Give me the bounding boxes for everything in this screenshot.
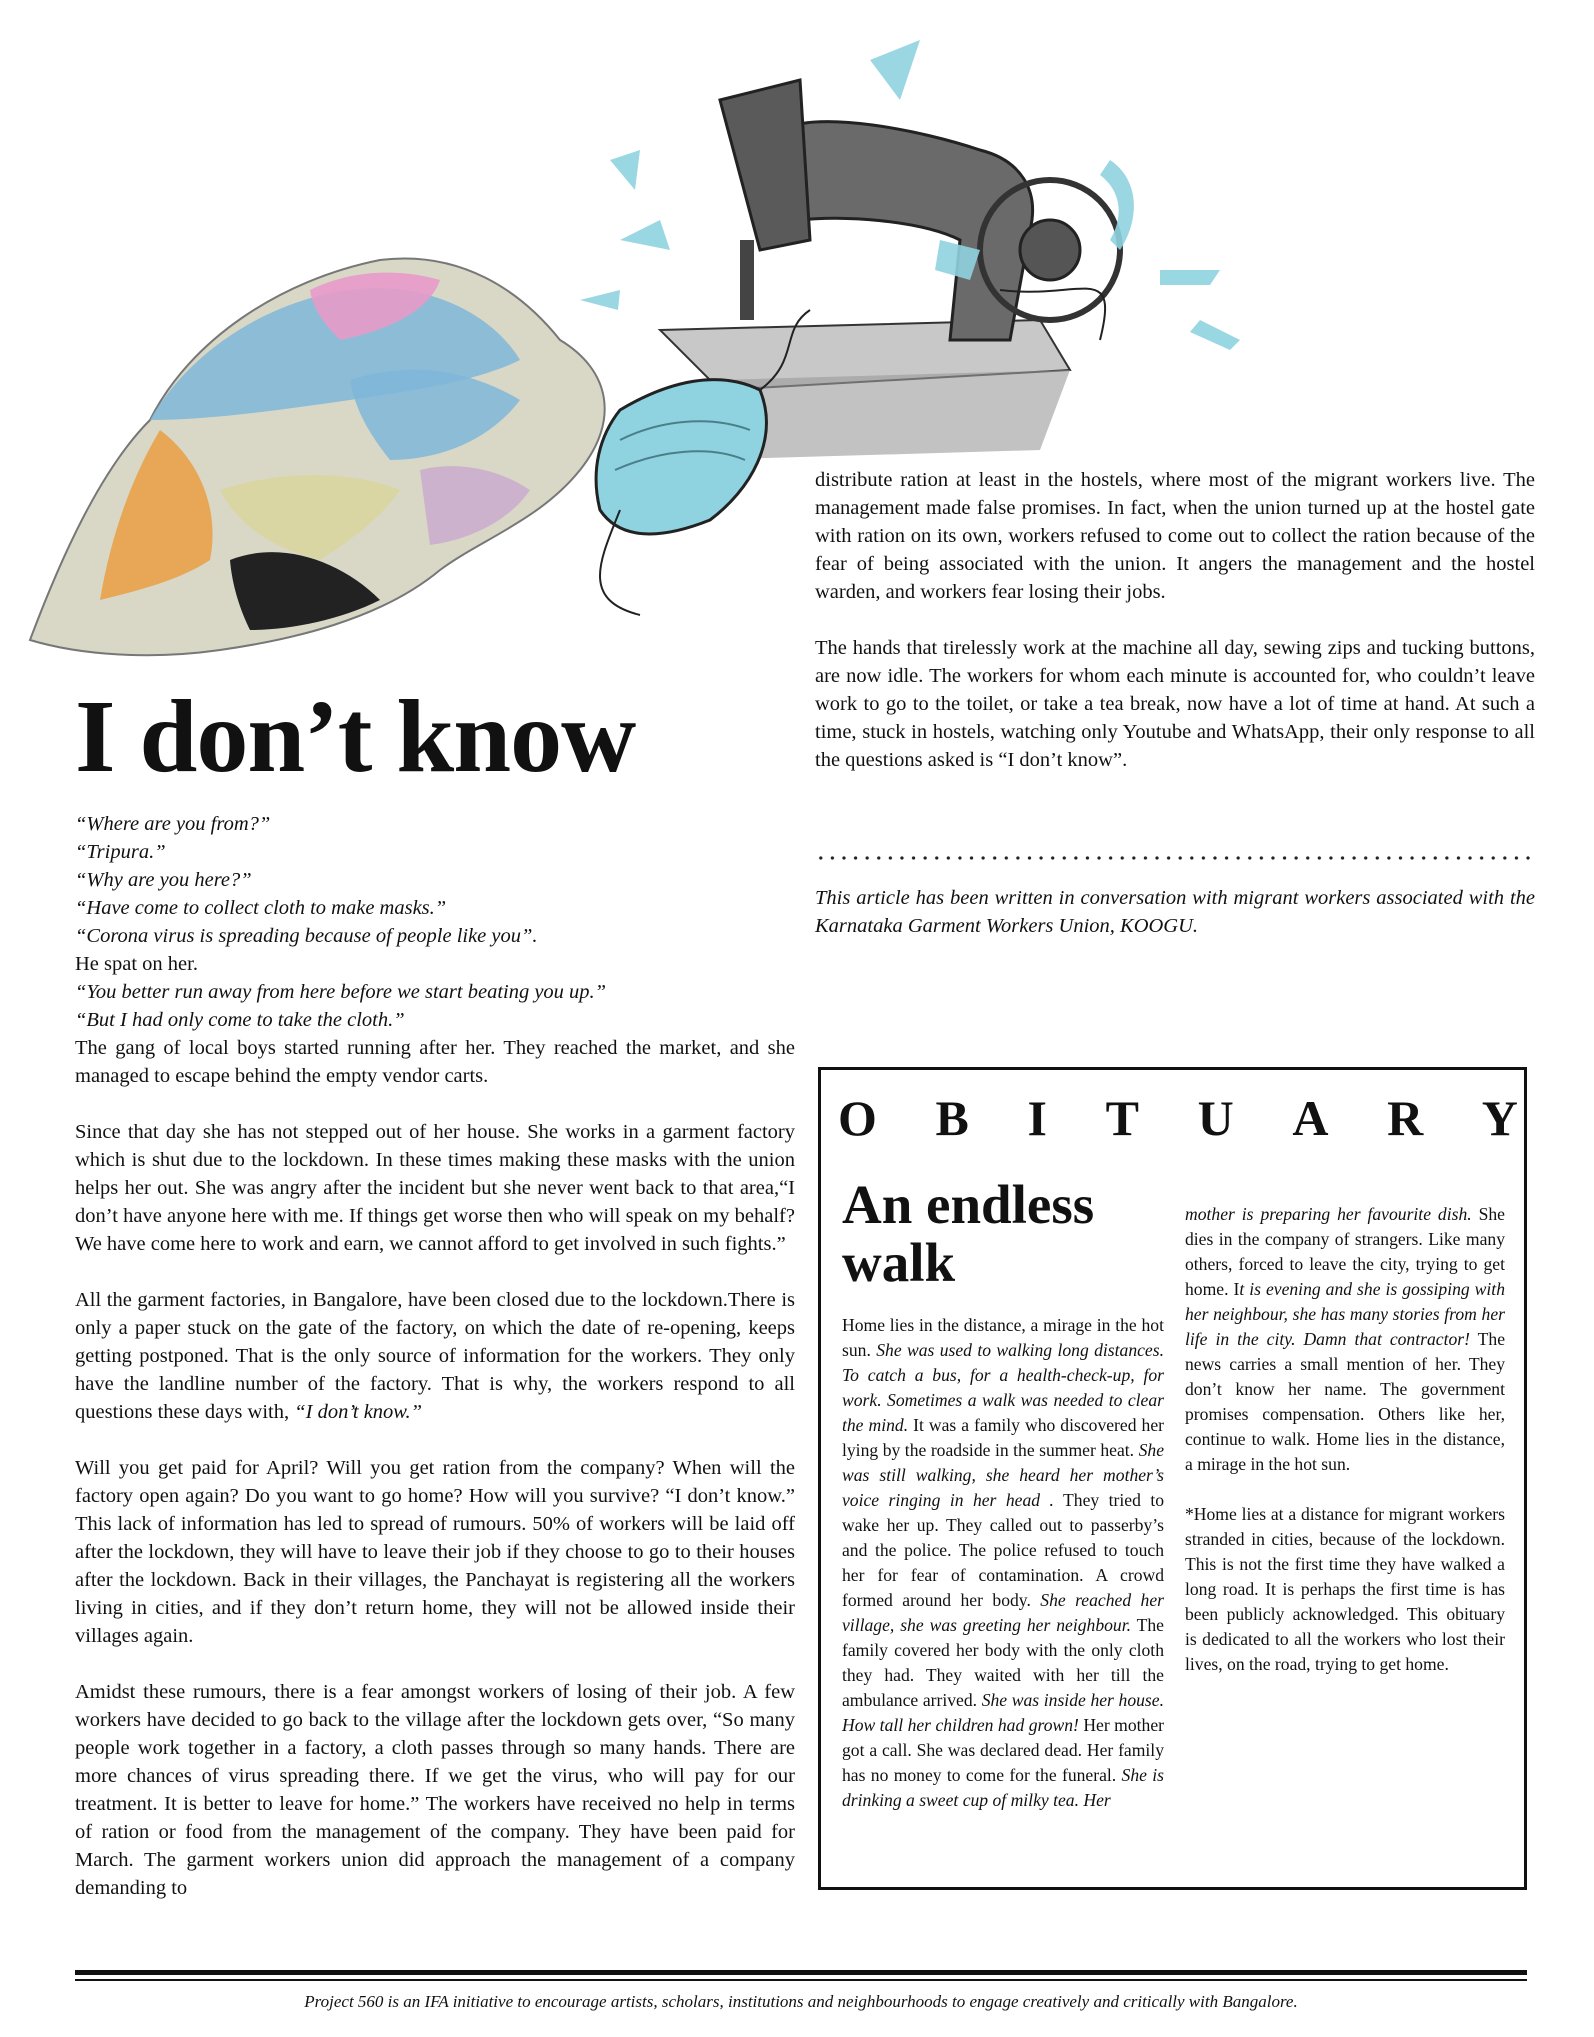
- paragraph-text: All the garment factories, in Bangalore, have been closed due to the lockdown.There is only a paper stuck on the gate of the factory, on which the date of re-opening, keeps getting postponed. That is the only source of information for the workers. They only have the landline number of the factory. That is why, the workers respond to all questions these days with,: [75, 1289, 795, 1423]
- obituary-heading-letter: A: [1292, 1090, 1329, 1146]
- dialogue-line: “Tripura.”: [75, 841, 166, 863]
- obituary-heading: [838, 1090, 1518, 1146]
- dialogue-line: He spat on her.: [75, 953, 198, 975]
- article-paragraph: Will you get paid for April? Will you get ration from the company? When will the factory open again? Do you want to go home? How will you survive? “I don’t know.” This lack of information has led to spread of rumours. 50% of workers will be laid off after the lockdown, they will have to leave their job if they choose to go to their houses after the lockdown. Back in their villages, the Panchayat is registering all the workers living in cities, and if they don’t return home, they will not be allowed inside their villages again.: [75, 1457, 795, 1647]
- article-right-column: [815, 466, 1535, 774]
- obituary-heading-letter: U: [1197, 1090, 1234, 1146]
- article-paragraph: distribute ration at least in the hostels, where most of the migrant workers live. The management made false promises. In fact, when the union turned up at the hostel gate with ration on its own, workers refused to come out to collect the ration because of the fear of being associated with the union. It angers the management and the hostel warden, and workers fear losing their jobs.: [815, 469, 1535, 603]
- dotted-divider: [815, 856, 1535, 860]
- dialogue-block: [75, 810, 795, 1034]
- article-credit: This article has been written in conversation with migrant workers associated with the Karnataka Garment Workers Union, KOOGU.: [815, 887, 1535, 937]
- obituary-column-1: [842, 1313, 1164, 1813]
- obituary-heading-letter: B: [935, 1090, 969, 1146]
- dialogue-line: “Have come to collect cloth to make masks.”: [75, 897, 447, 919]
- obituary-heading-letter: T: [1105, 1090, 1139, 1146]
- dialogue-line: “Where are you from?”: [75, 813, 271, 835]
- paragraph-italic-quote: “I don’t know.”: [294, 1401, 422, 1423]
- obituary-text-run: They tried to wake her up. They called out to passerby’s and the police. The police refused to touch her for fear of contamination. A crowd formed around her body.: [842, 1490, 1165, 1610]
- article-left-column: [75, 810, 795, 1902]
- footer-rule-thin: [75, 1979, 1527, 1981]
- dialogue-line: “But I had only come to take the cloth.”: [75, 1009, 405, 1031]
- article-paragraph: The gang of local boys started running after her. They reached the market, and she managed to escape behind the empty vendor carts.: [75, 1037, 795, 1087]
- dialogue-line: “Corona virus is spreading because of people like you”.: [75, 925, 538, 947]
- obituary-italic-run: She reached her village, she was greeting her neighbour.: [842, 1590, 1164, 1635]
- obituary-italic-run: She was inside her house. How tall her children had grown!: [842, 1690, 1164, 1735]
- obituary-text-run: The news carries a small mention of her. They don’t know her name. The government promises compensation. Others like her, continue to walk. Home lies in the distance, a mirage in the hot sun.: [1185, 1328, 1506, 1474]
- article-paragraph: The hands that tirelessly work at the machine all day, sewing zips and tucking buttons, are now idle. The workers for whom each minute is accounted for, who couldn’t leave work to go to the toilet, or take a tea break, now have a lot of time at hand. At such a time, stuck in hostels, watching only Youtube and WhatsApp, their only response to all the questions asked is “I don’t know”.: [815, 637, 1535, 771]
- obituary-heading-letter: O: [838, 1090, 877, 1146]
- obituary-title: An endless walk: [842, 1174, 1095, 1293]
- obituary-paragraph: *Home lies at a distance for migrant workers stranded in cities, because of the lockdown. This is not the first time they have walked a long road. It is perhaps the first time is has been publicly acknowledged. This obituary is dedicated to all the workers who lost their lives, on the road, trying to get home.: [1185, 1503, 1505, 1674]
- obituary-italic-run: t is evening and she is gossiping with her neighbour, she has many stories from her life in the city. Damn that contractor!: [1185, 1278, 1505, 1349]
- obituary-heading-letter: R: [1387, 1090, 1424, 1146]
- obituary-text-run: She dies in the company of strangers. Like many others, forced to leave the city, trying to get home. I: [1185, 1203, 1505, 1299]
- footer-rule-thick: [75, 1970, 1527, 1975]
- article-headline: I don’t know: [75, 679, 636, 794]
- obituary-italic-run: She was still walking, she heard her mother’s voice ringing in her head .: [842, 1440, 1164, 1510]
- dialogue-line: “Why are you here?”: [75, 869, 252, 891]
- article-paragraph: [75, 1286, 795, 1426]
- cloth-pile-icon: [30, 258, 605, 655]
- dialogue-line: “You better run away from here before we start beating you up.”: [75, 981, 607, 1003]
- obituary-italic-run: She is drinking a sweet cup of milky tea. Her: [842, 1765, 1164, 1810]
- obituary-text-run: The family covered her body with the only cloth they had. They waited with her till the ambulance arrived.: [842, 1615, 1164, 1710]
- footer-note: Project 560 is an IFA initiative to encourage artists, scholars, institutions and neighbourhoods to engage creatively and critically with Bangalore.: [304, 1992, 1298, 2011]
- obituary-text-run: Home lies in the distance, a mirage in the hot sun.: [842, 1315, 1164, 1360]
- obituary-italic-run: She was used to walking long distances. To catch a bus, for a health-check-up, for work. Sometimes a walk was needed to clear the mind.: [842, 1340, 1164, 1435]
- article-paragraph: Amidst these rumours, there is a fear amongst workers of losing of their job. A few workers have decided to go back to the village after the lockdown gets over, “So many people work together in a factory, a cloth passes through so many hands. There are more chances of virus spreading there. If we get the virus, who will pay for our treatment. It is better to leave for home.” The workers have received no help in terms of ration or food from the management of the company. They have been paid for March. The garment workers union did approach the management of a company demanding to: [75, 1681, 795, 1899]
- obituary-text-run: Her mother got a call. She was declared dead. Her family has no money to come for the funeral.: [842, 1715, 1164, 1785]
- obituary-column-2: [1185, 1184, 1505, 1694]
- obituary-italic-run: mother is preparing her favourite dish.: [1185, 1203, 1472, 1224]
- article-paragraph: Since that day she has not stepped out of her house. She works in a garment factory which is shut due to the lockdown. In these times making these masks with the union helps her out. She was angry after the incident but she never went back to that area,“I don’t have anyone here with me. If things get worse then who will speak on my behalf? We have come here to work and earn, we cannot afford to get involved in such fights.”: [75, 1121, 795, 1255]
- obituary-paragraph: [1185, 1202, 1505, 1477]
- obituary-heading-letter: I: [1027, 1090, 1047, 1146]
- obituary-text-run: It was a family who discovered her lying by the roadside in the summer heat.: [842, 1415, 1164, 1460]
- obituary-heading-letter: Y: [1481, 1090, 1518, 1146]
